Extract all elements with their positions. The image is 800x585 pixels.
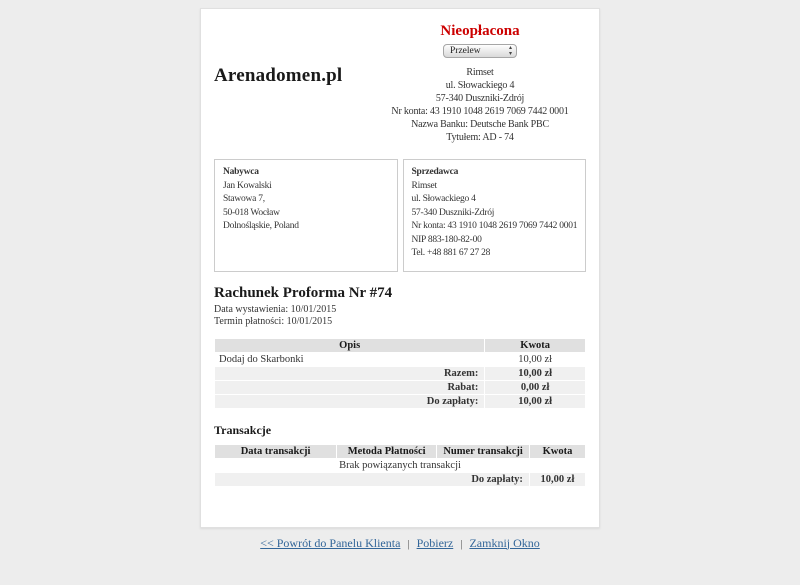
buyer-box [214, 159, 398, 272]
close-window-link[interactable]: Zamknij Okno [469, 535, 540, 550]
tx-total-amount: 10,00 zł [530, 473, 585, 486]
transactions-header-row [215, 445, 585, 458]
status-badge: Nieopłacona [440, 23, 520, 39]
buyer-line: Stawowa 7, [223, 194, 265, 204]
total-due-label: Do zapłaty: [215, 395, 484, 408]
remittance-line: Nazwa Banku: Deutsche Bank PBC [411, 119, 549, 130]
due-date: Termin płatności: 10/01/2015 [214, 315, 333, 327]
address-boxes [214, 159, 586, 272]
invoice-card [200, 8, 600, 528]
transactions-total-row [215, 473, 585, 486]
company-logo: Arenadomen.pl [214, 65, 343, 86]
issue-date: Data wystawienia: 10/01/2015 [214, 303, 337, 315]
invoice-title: Rachunek Proforma Nr #74 [214, 284, 393, 301]
transactions-empty-row [215, 459, 585, 472]
invoice-dates [214, 304, 586, 328]
subtotal-row [215, 367, 585, 380]
payment-method-select[interactable] [443, 44, 517, 58]
tx-header-date: Data transakcji [215, 445, 336, 458]
tx-header-amount: Kwota [530, 445, 585, 458]
discount-row [215, 381, 585, 394]
total-due-row [215, 395, 585, 408]
remittance-info [374, 66, 586, 144]
transactions-heading: Transakcje [214, 422, 272, 437]
discount-label: Rabat: [215, 381, 484, 394]
tx-header-number: Numer transakcji [437, 445, 529, 458]
payment-method-value: Przelew [450, 46, 481, 56]
buyer-line: 50-018 Wocław [223, 207, 280, 218]
seller-line: 57-340 Duszniki-Zdrój [411, 207, 495, 218]
remittance-line: Rimset [466, 67, 494, 78]
item-row [215, 353, 585, 366]
item-amount: 10,00 zł [485, 353, 585, 366]
buyer-line: Jan Kowalski [223, 180, 272, 191]
header-right-column [374, 21, 586, 144]
invoice-header [214, 21, 586, 144]
subtotal-label: Razem: [215, 367, 484, 380]
total-due-amount: 10,00 zł [485, 395, 585, 408]
back-to-client-panel-link[interactable]: << Powrót do Panelu Klienta [260, 535, 401, 550]
download-link[interactable]: Pobierz [416, 535, 454, 550]
items-header-amount: Kwota [485, 339, 585, 352]
link-separator: | [460, 537, 463, 550]
item-description: Dodaj do Skarbonki [215, 353, 484, 366]
seller-line: Nr konta: 43 1910 1048 2619 7069 7442 0001 [411, 221, 578, 231]
seller-heading: Sprzedawca [411, 167, 459, 177]
seller-line: ul. Słowackiego 4 [411, 194, 476, 204]
subtotal-amount: 10,00 zł [485, 367, 585, 380]
discount-amount: 0,00 zł [485, 381, 585, 394]
footer-links [0, 536, 800, 551]
tx-total-label: Do zapłaty: [215, 473, 529, 486]
buyer-heading: Nabywca [223, 167, 259, 177]
items-table-header-row [215, 339, 585, 352]
seller-line: Rimset [411, 180, 437, 191]
items-header-description: Opis [215, 339, 484, 352]
items-table [214, 338, 586, 409]
remittance-line: Nr konta: 43 1910 1048 2619 7069 7442 0001 [391, 106, 569, 117]
seller-line: NIP 883-180-82-00 [411, 234, 482, 245]
remittance-line: 57-340 Duszniki-Zdrój [435, 93, 525, 104]
remittance-line: ul. Słowackiego 4 [445, 80, 515, 91]
remittance-line: Tytułem: AD - 74 [446, 132, 514, 143]
link-separator: | [407, 537, 410, 550]
tx-header-method: Metoda Płatności [337, 445, 436, 458]
buyer-line: Dolnośląskie, Poland [223, 221, 299, 231]
seller-box [403, 159, 587, 272]
seller-line: Tel. +48 881 67 27 28 [411, 248, 491, 258]
transactions-table [214, 444, 586, 487]
transactions-empty-message: Brak powiązanych transakcji [215, 459, 585, 472]
select-spinner-icon: ▴ ▾ [508, 45, 512, 57]
